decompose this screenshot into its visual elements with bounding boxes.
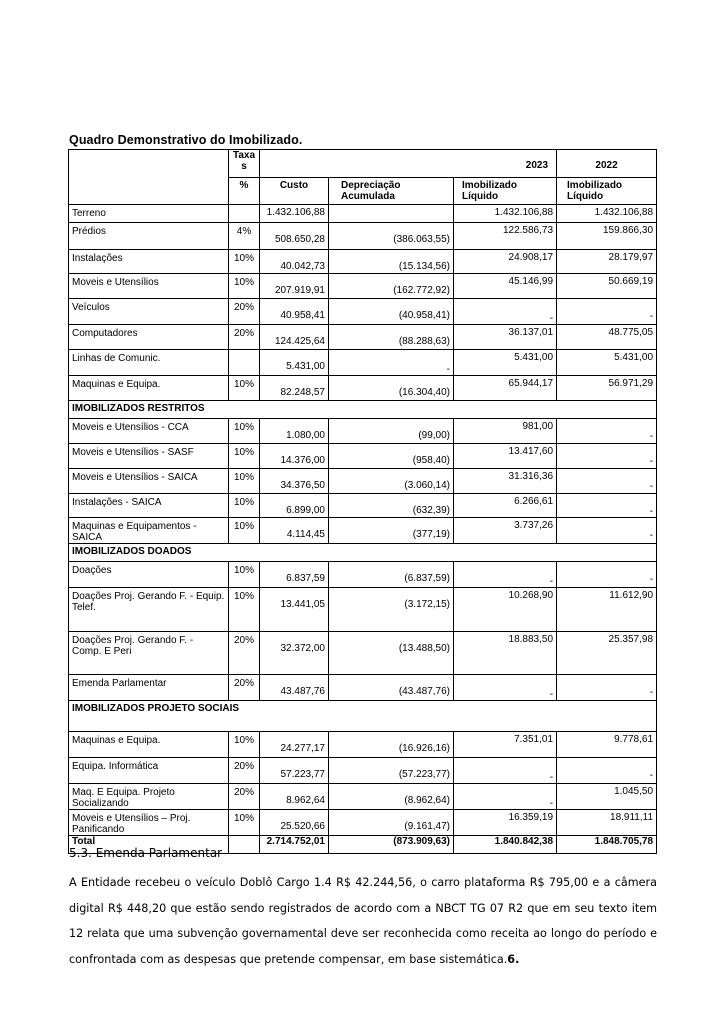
row-liquido-2023: 1.432.106,88	[454, 205, 557, 223]
row-depreciacao: (8.962,64)	[329, 784, 454, 810]
header-pct: %	[229, 178, 260, 205]
table-row	[69, 444, 657, 469]
header-depreciacao: Depreciação Acumulada	[329, 178, 454, 205]
table-row	[69, 223, 657, 250]
row-liquido-2023: -	[454, 675, 557, 701]
row-taxa: 20%	[229, 784, 260, 810]
row-taxa: 10%	[229, 732, 260, 758]
row-taxa: 10%	[229, 469, 260, 494]
row-label: Maquinas e Equipa.	[69, 376, 229, 401]
row-liquido-2022: 11.612,90	[557, 588, 657, 632]
row-label: Emenda Parlamentar	[69, 675, 229, 701]
paragraph-end: 6.	[507, 952, 520, 966]
table-row	[69, 419, 657, 444]
row-liquido-2023: 24.908,17	[454, 250, 557, 274]
row-custo: 4.114,45	[260, 518, 329, 544]
row-custo: 207.919,91	[260, 274, 329, 299]
table-row	[69, 274, 657, 299]
row-custo: 43.487,76	[260, 675, 329, 701]
row-custo: 14.376,00	[260, 444, 329, 469]
row-label: Computadores	[69, 325, 229, 350]
row-taxa: 20%	[229, 675, 260, 701]
row-depreciacao	[329, 205, 454, 223]
row-custo: 1.080,00	[260, 419, 329, 444]
row-liquido-2023: 31.316,36	[454, 469, 557, 494]
row-liquido-2022: 18.911,11	[557, 810, 657, 836]
row-liquido-2022: 159.866,30	[557, 223, 657, 250]
row-label: Maquinas e Equipa.	[69, 732, 229, 758]
row-liquido-2023: 65.944,17	[454, 376, 557, 401]
row-liquido-2022: 48.775,05	[557, 325, 657, 350]
row-custo: 1.432.106,88	[260, 205, 329, 223]
table-row	[69, 250, 657, 274]
header-custo: Custo	[260, 178, 329, 205]
header-imob-liq-2022: Imobilizado Líquido	[557, 178, 657, 205]
row-label: Equipa. Informática	[69, 758, 229, 784]
row-label: Doações	[69, 562, 229, 588]
row-liquido-2023: 16.359,19	[454, 810, 557, 836]
row-liquido-2023: 18.883,50	[454, 632, 557, 675]
body-paragraph	[69, 870, 657, 972]
header-row-1	[69, 150, 657, 178]
row-custo: 82.248,57	[260, 376, 329, 401]
row-taxa: 10%	[229, 562, 260, 588]
row-custo: 508.650,28	[260, 223, 329, 250]
row-liquido-2022: -	[557, 518, 657, 544]
row-liquido-2023: 6.266,61	[454, 494, 557, 518]
row-custo: 5.431,00	[260, 350, 329, 376]
row-depreciacao: (162.772,92)	[329, 274, 454, 299]
row-liquido-2022: -	[557, 758, 657, 784]
row-depreciacao: (377,19)	[329, 518, 454, 544]
row-depreciacao: (6.837,59)	[329, 562, 454, 588]
row-taxa: 10%	[229, 419, 260, 444]
row-taxa	[229, 350, 260, 376]
total-liquido-2023: 1.840.842,38	[454, 836, 557, 854]
row-depreciacao: (99,00)	[329, 419, 454, 444]
table-row	[69, 675, 657, 701]
row-liquido-2022: 28.179,97	[557, 250, 657, 274]
imobilizado-table	[68, 149, 657, 854]
row-label: Moveis e Utensílios	[69, 274, 229, 299]
section-row	[69, 701, 657, 732]
row-liquido-2023: -	[454, 562, 557, 588]
total-depreciacao: (873.909,63)	[329, 836, 454, 854]
row-liquido-2023: 7.351,01	[454, 732, 557, 758]
row-custo: 40.042,73	[260, 250, 329, 274]
row-custo: 6.837,59	[260, 562, 329, 588]
row-custo: 124.425,64	[260, 325, 329, 350]
section-label: IMOBILIZADOS PROJETO SOCIAIS	[69, 701, 657, 732]
row-custo: 32.372,00	[260, 632, 329, 675]
row-depreciacao: (15.134,56)	[329, 250, 454, 274]
row-label: Doações Proj. Gerando F. - Equip. Telef.	[69, 588, 229, 632]
header-year-2022: 2022	[557, 150, 657, 178]
row-taxa: 10%	[229, 250, 260, 274]
row-custo: 25.520,66	[260, 810, 329, 836]
row-label: Maquinas e Equipamentos - SAICA	[69, 518, 229, 544]
total-label: Total	[69, 836, 229, 854]
section-heading: 5.3. Emenda Parlamentar	[69, 846, 223, 860]
row-label: Moveis e Utensílios – Proj. Panificando	[69, 810, 229, 836]
row-depreciacao: (958,40)	[329, 444, 454, 469]
row-liquido-2023: -	[454, 784, 557, 810]
row-custo: 24.277,17	[260, 732, 329, 758]
header-taxas: Taxa s	[229, 150, 260, 178]
row-label: Terreno	[69, 205, 229, 223]
row-taxa: 20%	[229, 325, 260, 350]
total-custo: 2.714.752,01	[260, 836, 329, 854]
table-row	[69, 732, 657, 758]
row-liquido-2022: -	[557, 444, 657, 469]
section-row	[69, 401, 657, 419]
row-liquido-2023: 10.268,90	[454, 588, 557, 632]
row-label: Veículos	[69, 299, 229, 325]
table-row	[69, 376, 657, 401]
row-custo: 6.899,00	[260, 494, 329, 518]
row-taxa: 10%	[229, 588, 260, 632]
row-label: Moveis e Utensílios - SASF	[69, 444, 229, 469]
row-liquido-2022: 1.432.106,88	[557, 205, 657, 223]
row-liquido-2023: -	[454, 299, 557, 325]
row-taxa: 20%	[229, 632, 260, 675]
row-label: Instalações	[69, 250, 229, 274]
row-depreciacao: (3.060,14)	[329, 469, 454, 494]
row-liquido-2022: 1.045,50	[557, 784, 657, 810]
table-row	[69, 350, 657, 376]
row-label: Prédios	[69, 223, 229, 250]
section-label: IMOBILIZADOS DOADOS	[69, 544, 657, 562]
row-depreciacao: (43.487,76)	[329, 675, 454, 701]
row-custo: 34.376,50	[260, 469, 329, 494]
header-year-2023: 2023	[260, 150, 557, 178]
row-label: Instalações - SAICA	[69, 494, 229, 518]
table-row	[69, 784, 657, 810]
row-depreciacao: (386.063,55)	[329, 223, 454, 250]
row-liquido-2023: 13.417,60	[454, 444, 557, 469]
total-liquido-2022: 1.848.705,78	[557, 836, 657, 854]
row-liquido-2022: 5.431,00	[557, 350, 657, 376]
table-row	[69, 562, 657, 588]
row-custo: 8.962,64	[260, 784, 329, 810]
row-taxa: 10%	[229, 810, 260, 836]
total-taxa	[229, 836, 260, 854]
row-custo: 57.223,77	[260, 758, 329, 784]
row-liquido-2022: 9.778,61	[557, 732, 657, 758]
table-row	[69, 469, 657, 494]
row-taxa: 10%	[229, 518, 260, 544]
row-taxa: 10%	[229, 444, 260, 469]
row-depreciacao: -	[329, 350, 454, 376]
row-liquido-2022: -	[557, 675, 657, 701]
row-depreciacao: (16.926,16)	[329, 732, 454, 758]
section-label: IMOBILIZADOS RESTRITOS	[69, 401, 657, 419]
row-depreciacao: (40.958,41)	[329, 299, 454, 325]
table-row	[69, 325, 657, 350]
header-imob-liq-2023: Imobilizado Líquido	[454, 178, 557, 205]
row-taxa: 20%	[229, 758, 260, 784]
row-taxa: 4%	[229, 223, 260, 250]
row-label: Linhas de Comunic.	[69, 350, 229, 376]
row-custo: 40.958,41	[260, 299, 329, 325]
row-depreciacao: (13.488,50)	[329, 632, 454, 675]
row-liquido-2022: 56.971,29	[557, 376, 657, 401]
table-row	[69, 205, 657, 223]
row-label: Maq. E Equipa. Projeto Socializando	[69, 784, 229, 810]
row-depreciacao: (632,39)	[329, 494, 454, 518]
row-liquido-2022: -	[557, 469, 657, 494]
row-custo: 13.441,05	[260, 588, 329, 632]
row-liquido-2022: -	[557, 494, 657, 518]
table-row	[69, 810, 657, 836]
row-liquido-2023: 3.737,26	[454, 518, 557, 544]
row-liquido-2023: 5.431,00	[454, 350, 557, 376]
row-label: Doações Proj. Gerando F. - Comp. E Peri	[69, 632, 229, 675]
row-liquido-2022: -	[557, 562, 657, 588]
row-liquido-2023: 36.137,01	[454, 325, 557, 350]
row-liquido-2022: 25.357,98	[557, 632, 657, 675]
row-liquido-2022: -	[557, 299, 657, 325]
table-row	[69, 758, 657, 784]
row-taxa: 10%	[229, 494, 260, 518]
table-row	[69, 632, 657, 675]
row-liquido-2023: 45.146,99	[454, 274, 557, 299]
section-row	[69, 544, 657, 562]
paragraph-text: A Entidade recebeu o veículo Doblô Cargo 1.4 R$ 42.244,56, o carro plataforma R$ 795,00 e a câmera digital R$ 448,20 que estão sendo registrados de acordo com a NBCT TG 07 R2 que em seu texto item 12 relata que uma subvenção governamental deve ser reconhecida como receita ao longo do período e confrontada com as despesas que pretende compensar, em base sistemática.	[69, 876, 657, 966]
row-liquido-2023: 981,00	[454, 419, 557, 444]
row-taxa: 20%	[229, 299, 260, 325]
table-row	[69, 494, 657, 518]
row-label: Moveis e Utensílios - CCA	[69, 419, 229, 444]
row-taxa: 10%	[229, 376, 260, 401]
row-depreciacao: (16.304,40)	[329, 376, 454, 401]
row-label: Moveis e Utensílios - SAICA	[69, 469, 229, 494]
table-row	[69, 299, 657, 325]
row-depreciacao: (3.172,15)	[329, 588, 454, 632]
row-liquido-2023: -	[454, 758, 557, 784]
row-depreciacao: (57.223,77)	[329, 758, 454, 784]
header-blank-cell	[69, 150, 229, 205]
table-row	[69, 518, 657, 544]
table-row	[69, 588, 657, 632]
row-liquido-2022: 50.669,19	[557, 274, 657, 299]
row-taxa	[229, 205, 260, 223]
row-taxa: 10%	[229, 274, 260, 299]
row-liquido-2022: -	[557, 419, 657, 444]
page-title: Quadro Demonstrativo do Imobilizado.	[69, 133, 303, 147]
row-depreciacao: (88.288,63)	[329, 325, 454, 350]
row-liquido-2023: 122.586,73	[454, 223, 557, 250]
row-depreciacao: (9.161,47)	[329, 810, 454, 836]
